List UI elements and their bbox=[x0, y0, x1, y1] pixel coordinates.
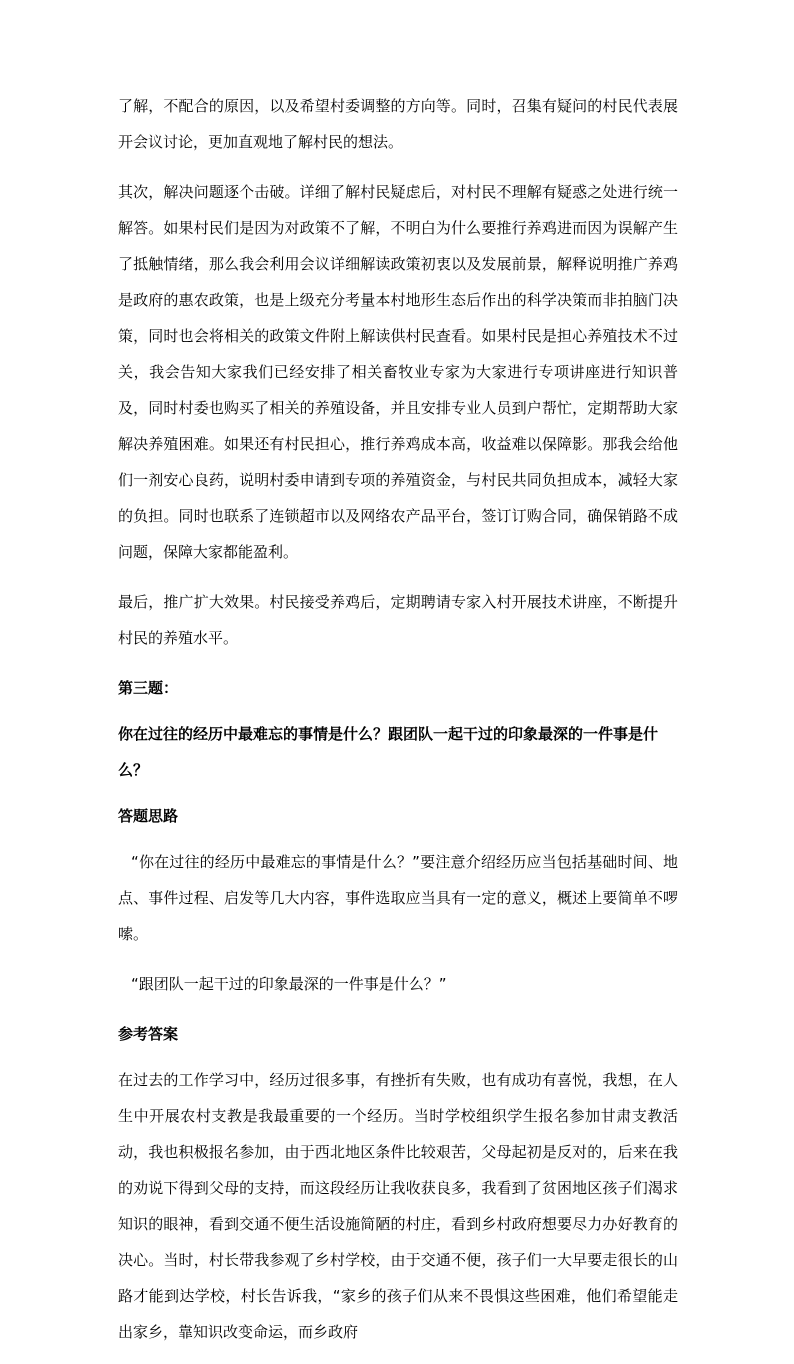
answer-approach-paragraph-1: “你在过往的经历中最难忘的事情是什么？”要注意介绍经历应当包括基础时间、地点、事件过程、启发等几大内容，事件选取应当具有一定的意义，概述上要简单不啰嗦。 bbox=[118, 853, 678, 943]
reference-answer-heading: 参考答案 bbox=[118, 1025, 179, 1043]
reference-answer-paragraph: 在过去的工作学习中，经历过很多事，有挫折有失败，也有成功有喜悦，我想，在人生中开展农村支教是我最重要的一个经历。当时学校组织学生报名参加甘肃支教活动，我也积极报名参加，由于西北地区条件比较艰苦，父母起初是反对的，后来在我的劝说下得到父母的支持，而这段经历让我收获良多，我看到了贫困地区孩子们渴求知识的眼神，看到交通不便生活设施简陋的村庄，看到乡村政府想要尽力办好教育的决心。当时，村长带我参观了乡村学校，由于交通不便，孩子们一大早要走很长的山路才能到达学校，村长告诉我，“家乡的孩子们从来不畏惧这些困难，他们希望能走出家乡，靠知识改变命运，而乡政府 bbox=[118, 1071, 678, 1341]
answer-approach-paragraph-2: “跟团队一起干过的印象最深的一件事是什么？” bbox=[131, 975, 447, 993]
answer-approach-heading: 答题思路 bbox=[118, 807, 179, 825]
document-content bbox=[118, 88, 678, 1364]
paragraph-continuation: 了解，不配合的原因，以及希望村委调整的方向等。同时，召集有疑问的村民代表展开会议讨论，更加直观地了解村民的想法。 bbox=[118, 97, 678, 151]
paragraph-second-step: 其次，解决问题逐个击破。详细了解村民疑虑后，对村民不理解有疑惑之处进行统一解答。如果村民们是因为对政策不了解，不明白为什么要推行养鸡进而因为误解产生了抵触情绪，那么我会利用会议详细解读政策初衷以及发展前景，解释说明推广养鸡是政府的惠农政策，也是上级充分考量本村地形生态后作出的科学决策而非拍脑门决策，同时也会将相关的政策文件附上解读供村民查看。如果村民是担心养殖技术不过关，我会告知大家我们已经安排了相关畜牧业专家为大家进行专项讲座进行知识普及，同时村委也购买了相关的养殖设备，并且安排专业人员到户帮忙，定期帮助大家解决养殖困难。如果还有村民担心，推行养鸡成本高，收益难以保障影。那我会给他们一剂安心良药，说明村委申请到专项的养殖资金，与村民共同负担成本，减轻大家的负担。同时也联系了连锁超市以及网络农产品平台，签订订购合同，确保销路不成问题，保障大家都能盈利。 bbox=[118, 183, 678, 561]
paragraph-third-step: 最后，推广扩大效果。村民接受养鸡后，定期聘请专家入村开展技术讲座，不断提升村民的养殖水平。 bbox=[118, 593, 678, 647]
question-3-label: 第三题： bbox=[118, 679, 179, 697]
question-3-prompt: 你在过往的经历中最难忘的事情是什么？跟团队一起干过的印象最深的一件事是什么？ bbox=[118, 725, 659, 779]
